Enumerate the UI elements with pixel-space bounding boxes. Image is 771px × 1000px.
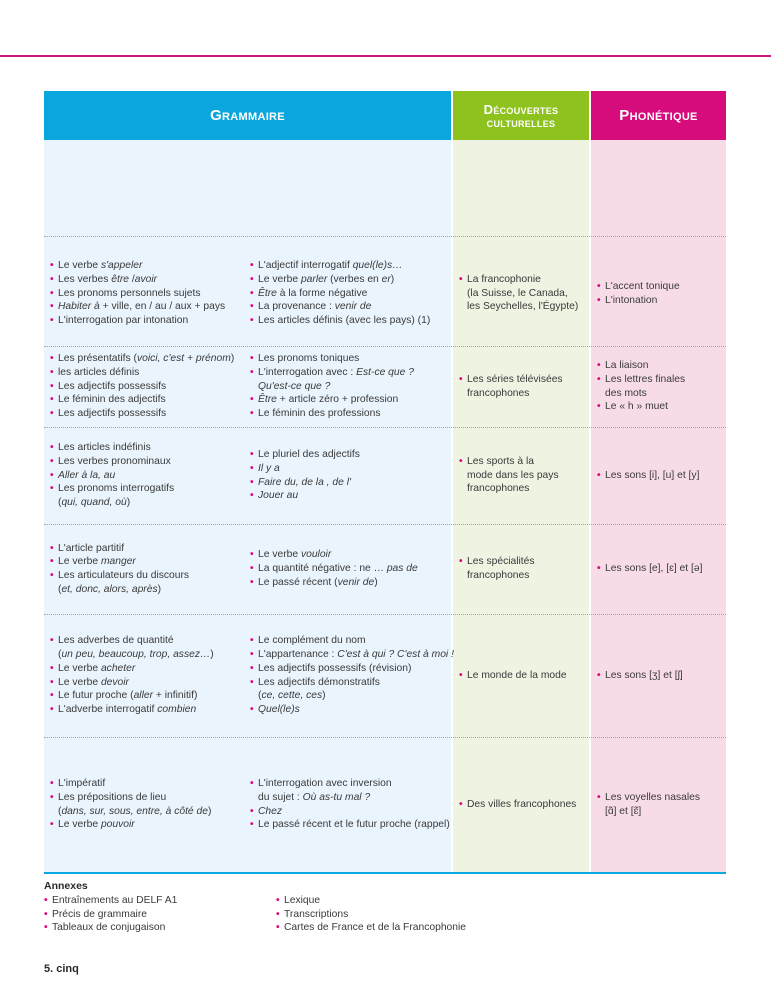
list-item: • L'article partitif <box>50 542 250 556</box>
list-item: • L'adjectif interrogatif quel(le)s… <box>250 259 450 273</box>
phonetique-cell <box>597 241 725 346</box>
list-item: • Les séries télévisées <box>459 373 587 387</box>
list-item: • les articles définis <box>50 366 250 380</box>
grammaire-right-cell <box>250 241 450 346</box>
list-item: • Le complément du nom <box>250 634 450 648</box>
list-item: • Chez <box>250 805 450 819</box>
annexes-title: Annexes <box>44 880 88 892</box>
list-item: • Les sons [i], [u] et [y] <box>597 469 725 483</box>
list-item: • Il y a <box>250 462 450 476</box>
grammaire-left-cell <box>50 614 250 737</box>
table-bottom-line <box>44 872 726 874</box>
list-item: • Les lettres finales <box>597 373 725 387</box>
list-item: • Les adjectifs possessifs <box>50 380 250 394</box>
phonetique-cell <box>597 614 725 737</box>
annexes-item: • Précis de grammaire <box>44 908 177 922</box>
grammaire-right-cell <box>250 614 454 737</box>
grammaire-right-cell <box>250 427 450 524</box>
list-item: • Être + article zéro + profession <box>250 393 450 407</box>
decouvertes-cell <box>459 346 587 427</box>
list-item: (qui, quand, où) <box>58 497 131 509</box>
list-item: • L'impératif <box>50 777 250 791</box>
list-item: • Les sons [e], [ɛ] et [ə] <box>597 562 725 576</box>
annexes-item: • Tableaux de conjugaison <box>44 921 177 935</box>
annexes-list-right <box>276 894 466 935</box>
annexes-item: • Entraînements au DELF A1 <box>44 894 177 908</box>
annexes-item: • Cartes de France et de la Francophonie <box>276 921 466 935</box>
list-item: • Les pronoms toniques <box>250 352 450 366</box>
list-item: francophones <box>467 387 530 399</box>
list-item: • Le passé récent et le futur proche (rappel) <box>250 818 450 832</box>
decouvertes-header-line2: culturelles <box>486 114 556 130</box>
list-item: les Seychelles, l'Égypte) <box>467 301 579 313</box>
list-item: • La quantité négative : ne … pas de <box>250 562 450 576</box>
annexes-item: • Transcriptions <box>276 908 466 922</box>
top-rule <box>0 55 771 57</box>
grammaire-header-label: Grammaire <box>210 107 285 124</box>
list-item: • L'interrogation avec inversion <box>250 777 450 791</box>
list-item: du sujet : Où as-tu mal ? <box>258 791 371 803</box>
decouvertes-cell <box>459 241 587 346</box>
decouvertes-header <box>453 91 589 140</box>
grammaire-left-cell <box>50 427 250 524</box>
list-item: • Être à la forme négative <box>250 287 450 301</box>
list-item: • Les articles indéfinis <box>50 441 250 455</box>
list-item: • Les sons [ʒ] et [ʃ] <box>597 669 725 683</box>
grammaire-right-cell <box>250 737 450 872</box>
list-item: Qu'est-ce que ? <box>258 380 331 392</box>
list-item: • La francophonie <box>459 273 587 287</box>
phonetique-cell <box>597 737 725 872</box>
phonetique-cell <box>597 346 725 427</box>
list-item: [ɑ̃] et [ɛ̃] <box>605 805 642 817</box>
grammaire-header <box>44 91 451 140</box>
list-item: • Les verbes être /avoir <box>50 273 250 287</box>
list-item: • Le verbe parler (verbes en er) <box>250 273 450 287</box>
list-item: • Des villes francophones <box>459 798 587 812</box>
annexes-item: • Lexique <box>276 894 466 908</box>
list-item: • Jouer au <box>250 489 450 503</box>
list-item: • Les pronoms personnels sujets <box>50 287 250 301</box>
decouvertes-cell <box>459 614 587 737</box>
list-item: • L'appartenance : C'est à qui ? C'est à moi ! <box>250 648 450 662</box>
list-item: (dans, sur, sous, entre, à côté de) <box>58 805 212 817</box>
list-item: • La provenance : venir de <box>250 300 450 314</box>
list-item: • L'accent tonique <box>597 280 725 294</box>
contents-table <box>44 91 726 874</box>
decouvertes-cell <box>459 737 587 872</box>
list-item: • Le pluriel des adjectifs <box>250 448 450 462</box>
list-item: des mots <box>605 387 647 399</box>
grammaire-left-cell <box>50 524 250 614</box>
list-item: • Le verbe vouloir <box>250 548 450 562</box>
grammaire-left-cell <box>50 241 250 346</box>
list-item: • Le verbe s'appeler <box>50 259 250 273</box>
page-number: 5. cinq <box>44 963 79 975</box>
list-item: • L'intonation <box>597 294 725 308</box>
phonetique-header-label: Phonétique <box>619 107 698 124</box>
row-separator <box>44 236 726 237</box>
list-item: • Les voyelles nasales <box>597 791 725 805</box>
list-item: francophones <box>467 483 530 495</box>
list-item: • Le monde de la mode <box>459 669 587 683</box>
annexes-list-left <box>44 894 177 935</box>
decouvertes-cell <box>459 427 587 524</box>
phonetique-cell <box>597 524 725 614</box>
list-item: • Les articles définis (avec les pays) (1) <box>250 314 450 328</box>
list-item: • Le futur proche (aller + infinitif) <box>50 689 250 703</box>
list-item: • Les adjectifs possessifs <box>50 407 250 421</box>
list-item: • Les articulateurs du discours <box>50 569 250 583</box>
list-item: • Les adjectifs possessifs (révision) <box>250 662 450 676</box>
decouvertes-header-line1: Découvertes <box>483 101 559 117</box>
grammaire-right-cell <box>250 524 450 614</box>
grammaire-left-cell <box>50 346 250 427</box>
list-item: • Les prépositions de lieu <box>50 791 250 805</box>
list-item: • Les sports à la <box>459 455 587 469</box>
list-item: (un peu, beaucoup, trop, assez…) <box>58 649 214 661</box>
list-item: • Aller à la, au <box>50 469 250 483</box>
annexes-section <box>44 880 726 934</box>
list-item: • Habiter à + ville, en / au / aux + pays <box>50 300 250 314</box>
list-item: (ce, cette, ces) <box>258 690 326 702</box>
list-item: • Le verbe devoir <box>50 676 250 690</box>
list-item: • Les adverbes de quantité <box>50 634 250 648</box>
list-item: • Les adjectifs démonstratifs <box>250 676 450 690</box>
list-item: • Le verbe manger <box>50 555 250 569</box>
list-item: • Quel(le)s <box>250 703 450 717</box>
list-item: • Les présentatifs (voici, c'est + prénom) <box>50 352 250 366</box>
list-item: (et, donc, alors, après) <box>58 583 162 595</box>
list-item: (la Suisse, le Canada, <box>467 287 568 299</box>
list-item: • Le verbe acheter <box>50 662 250 676</box>
grammaire-left-cell <box>50 737 250 872</box>
phonetique-cell <box>597 427 725 524</box>
list-item: francophones <box>467 570 530 581</box>
list-item: • Les spécialités <box>459 555 587 569</box>
list-item: • Le « h » muet <box>597 400 725 414</box>
decouvertes-cell <box>459 524 587 614</box>
list-item: • L'interrogation avec : Est-ce que ? <box>250 366 450 380</box>
list-item: • Les pronoms interrogatifs <box>50 482 250 496</box>
list-item: • Les verbes pronominaux <box>50 455 250 469</box>
list-item: • L'adverbe interrogatif combien <box>50 703 250 717</box>
list-item: • Le féminin des professions <box>250 407 450 421</box>
list-item: • L'interrogation par intonation <box>50 314 250 328</box>
phonetique-header <box>591 91 726 140</box>
list-item: • Le verbe pouvoir <box>50 818 250 832</box>
grammaire-right-cell <box>250 346 450 427</box>
list-item: mode dans les pays <box>467 469 559 481</box>
list-item: • La liaison <box>597 359 725 373</box>
list-item: • Faire du, de la , de l' <box>250 476 450 490</box>
list-item: • Le passé récent (venir de) <box>250 576 450 590</box>
list-item: • Le féminin des adjectifs <box>50 393 250 407</box>
